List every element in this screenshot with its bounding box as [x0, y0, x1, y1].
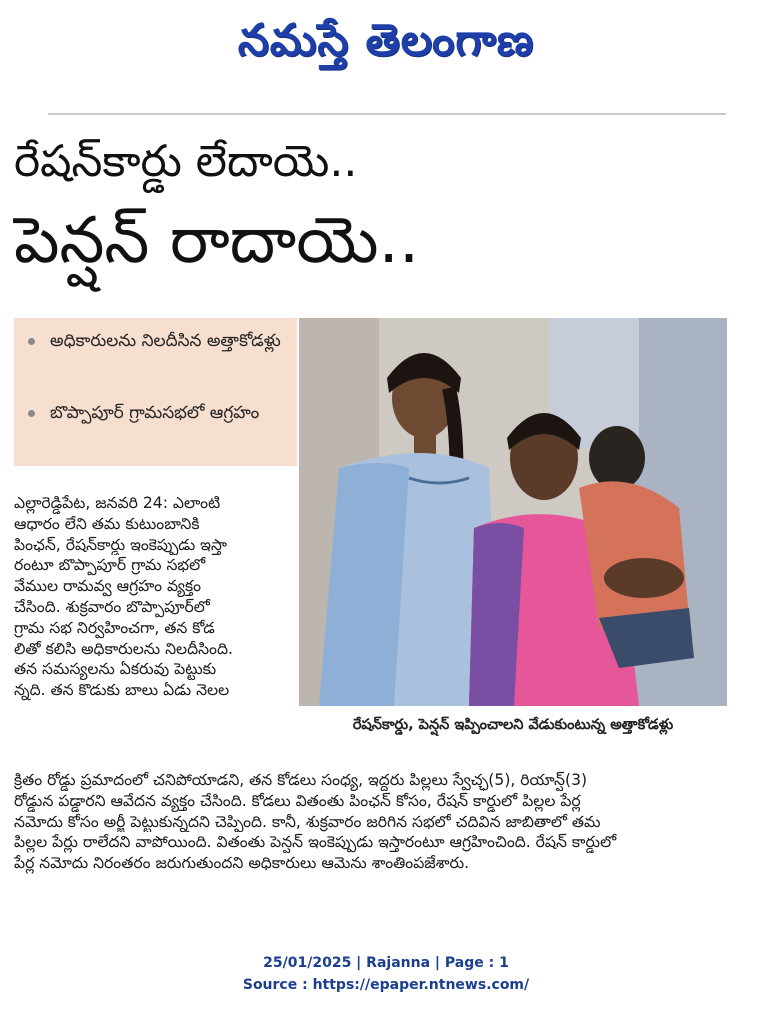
- article-line: లితో కలిసి అధికారులను నిలదీసింది.: [14, 639, 233, 658]
- article-line: పేర్ల నమోదు నిరంతరం జరుగుతుందని అధికారులు ఆమెను శాంతింపజేశారు.: [14, 854, 470, 873]
- headline-line-1: రేషన్‌కార్డు లేదాయె..: [14, 136, 358, 187]
- highlights-box: [14, 318, 297, 466]
- headline-line-2: పెన్షన్ రాదాయె..: [14, 204, 420, 278]
- article-line: చేసింది. శుక్రవారం బొప్పాపూర్‌లో: [14, 597, 210, 616]
- article-line: రంటూ బొప్పాపూర్ గ్రామ సభలో: [14, 556, 206, 575]
- article-line: ఎల్లారెడ్డిపేట, జనవరి 24: ఎలాంటి: [14, 494, 221, 512]
- photo-illustration: [299, 318, 727, 706]
- masthead: [0, 6, 772, 76]
- article-line: పింఛన్, రేషన్‌కార్డు ఇంకెప్పుడు ఇస్తా: [14, 535, 228, 554]
- article-line: గ్రామ సభ నిర్వహించగా, తన కోడ: [14, 618, 215, 637]
- highlight-text: అధికారులను నిలదీసిన అత్తాకోడళ్లు: [50, 331, 281, 351]
- footer-date-edition: 25/01/2025 | Rajanna | Page : 1: [263, 955, 509, 971]
- article-line: రోడ్డున పడ్డారని ఆవేదన వ్యక్తం చేసింది. కోడలు వితంతు పింఛన్ కోసం, రేషన్ కార్డులో పిల్లల పేర్ల: [14, 791, 581, 810]
- article-line: నమోదు కోసం అర్జీ పెట్టుకున్నదని చెప్పింది. కానీ, శుక్రవారం జరిగిన సభలో చదివిన జాబితాలో తమ: [14, 812, 601, 831]
- news-photo: [299, 318, 727, 706]
- masthead-divider: [48, 113, 726, 115]
- newspaper-logo: నమస్తే తెలంగాణ: [237, 15, 535, 66]
- highlight-text: బొప్పాపూర్ గ్రామసభలో ఆగ్రహం: [50, 403, 260, 423]
- article-line: పిల్లల పేర్లు రాలేదని వాపోయింది. వితంతు పెన్షన్ ఇంకెప్పుడు ఇస్తారంటూ ఆగ్రహించింది. రేషన్ కార్డులో: [14, 833, 617, 852]
- photo-caption: రేషన్‌కార్డు, పెన్షన్ ఇప్పించాలని వేడుకుంటున్న అత్తాకోడళ్లు: [352, 717, 674, 733]
- article-line: న్నది. తన కొడుకు బాలు ఏడు నెలల: [14, 681, 230, 700]
- article-left-column: [14, 493, 297, 701]
- bullet-icon: [28, 338, 35, 345]
- article-line: ఆధారం లేని తమ కుటుంబానికి: [14, 514, 200, 533]
- article-wide-section: [14, 770, 754, 874]
- article-line: వేముల రామవ్వ ఆగ్రహం వ్యక్తం: [14, 577, 202, 596]
- article-line: క్రితం రోడ్డు ప్రమాదంలో చనిపోయాడని, తన కోడలు సంధ్య, ఇద్దరు పిల్లలు స్వేచ్ఛ(5), రియాన్ష్(3): [14, 771, 588, 789]
- bullet-icon: [28, 410, 35, 417]
- article-line: తన సమస్యలను ఏకరువు పెట్టుకు: [14, 660, 217, 679]
- footer-source: Source : https://epaper.ntnews.com/: [242, 977, 530, 993]
